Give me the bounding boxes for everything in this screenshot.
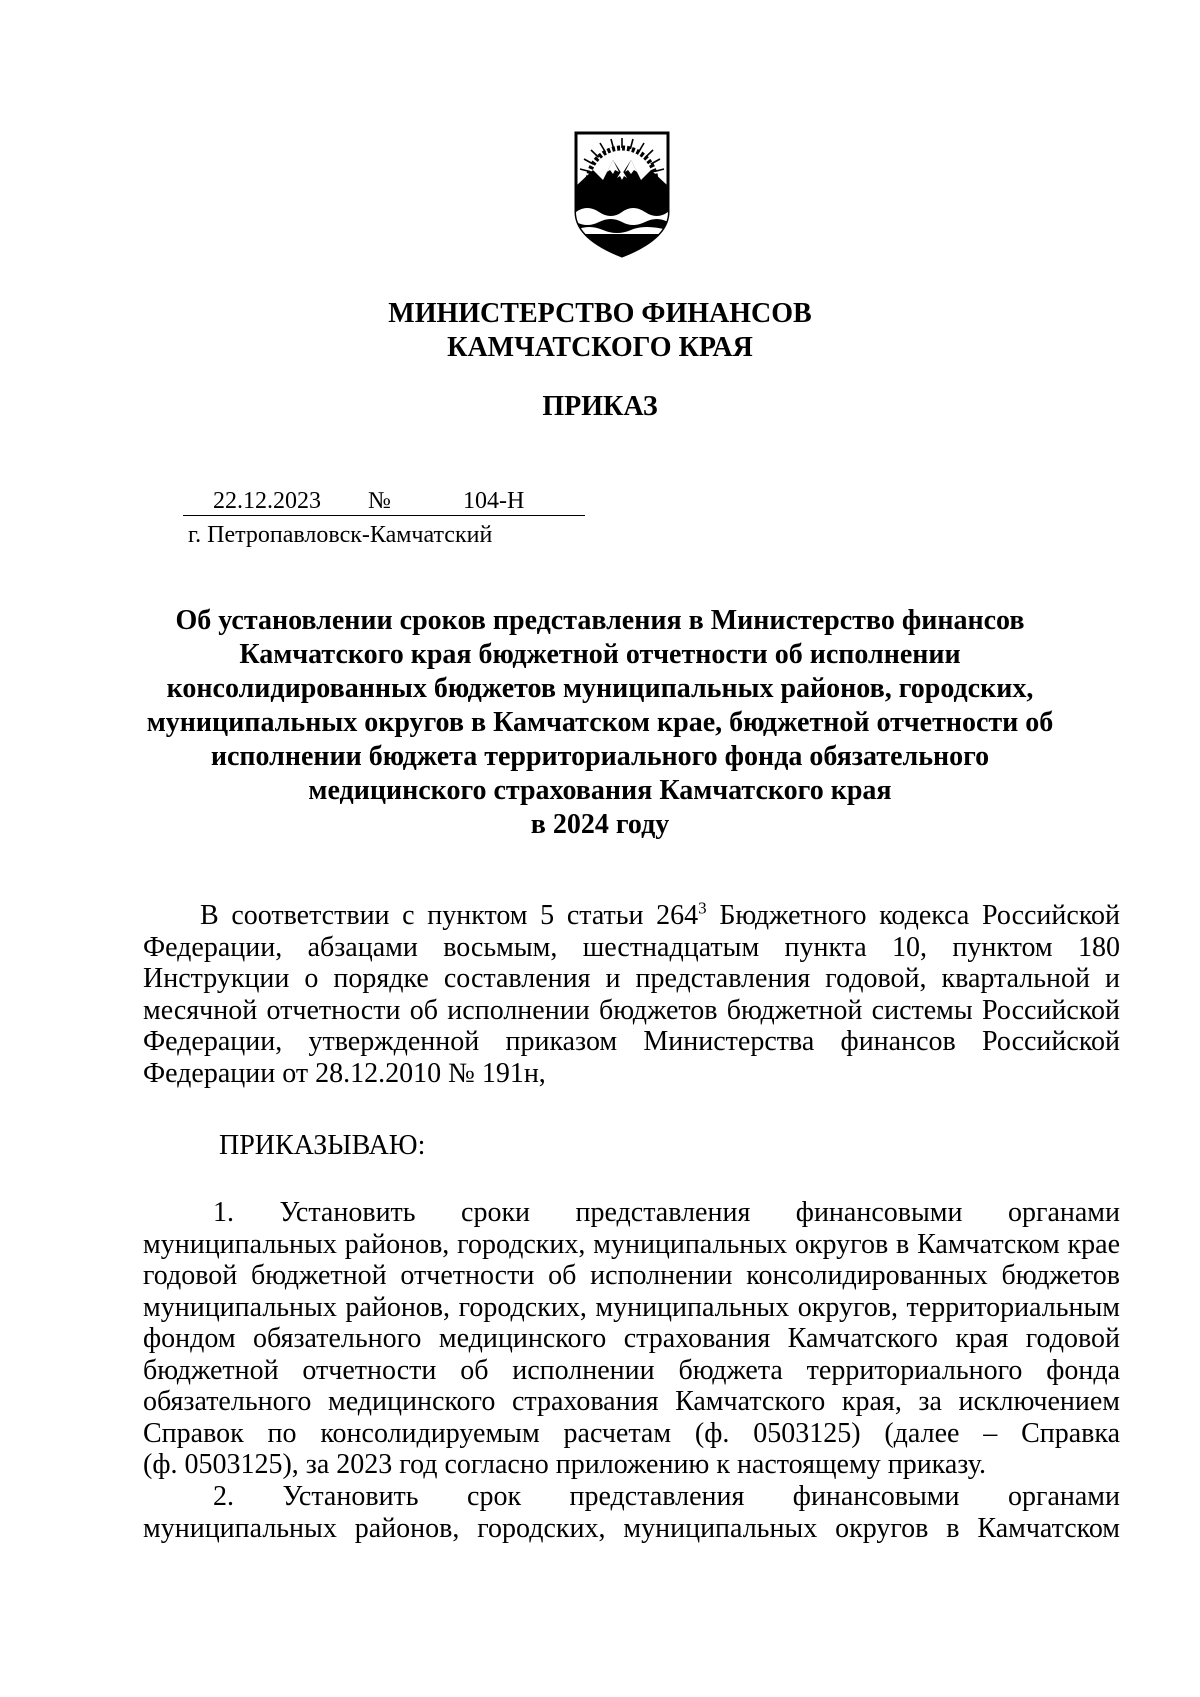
paragraph-line: Федерации, утвержденной приказом Министерства финансов Российской [143,1026,1120,1057]
paragraph-line: 2. Установить срок представления финансовыми органами [213,1481,1120,1512]
paragraph-line: муниципальных районов, городских, муниципальных округов в Камчатском крае [143,1228,1120,1260]
heading-line: Об установлении сроков представления в Министерство финансов [175,605,1025,636]
order-item-2 [143,1481,1120,1544]
paragraph-line: Федерации, абзацами восьмым, шестнадцатым пункта 10, пунктом 180 [143,931,1120,963]
paragraph-line: Справок по консолидируемым расчетам (ф. 0503125) (далее – Справка [143,1417,1120,1449]
paragraph-line: месячной отчетности об исполнении бюджетов бюджетной системы Российской [143,994,1120,1026]
paragraph-line: годовой бюджетной отчетности об исполнении консолидированных бюджетов [143,1260,1120,1291]
order-requisites [183,486,585,518]
order-verb: ПРИКАЗЫВАЮ: [219,1130,426,1161]
city-name: г. Петропавловск-Камчатский [188,522,493,548]
kamchatka-coat-of-arms-icon [573,130,671,260]
preamble-text: В соответствии с пунктом 5 статьи 264 [200,900,699,931]
paragraph-line: Федерации от 28.12.2010 № 191н, [143,1057,546,1089]
paragraph-line [143,900,1120,932]
number-sign: № [368,488,391,514]
paragraph-line: 1. Установить сроки представления финансовыми органами [213,1197,1120,1228]
requisites-underline [183,515,585,516]
superscript: 3 [698,900,707,918]
preamble-text: Бюджетного кодекса Российской [706,900,1120,931]
heading-line: медицинского страхования Камчатского края [308,775,892,806]
order-heading [140,604,1060,842]
paragraph-line: обязательного медицинского страхования Камчатского края, за исключением [143,1386,1120,1417]
paragraph-line: Инструкции о порядке составления и представления годовой, квартальной и [143,963,1120,994]
order-number: 104-Н [463,488,525,514]
heading-line: в 2024 году [530,809,670,840]
paragraph-line: бюджетной отчетности об исполнении бюджета территориального фонда [143,1354,1120,1386]
heading-line: Камчатского края бюджетной отчетности об исполнении [239,639,961,670]
order-title: ПРИКАЗ [542,391,658,422]
paragraph-line: (ф. 0503125), за 2023 год согласно приложению к настоящему приказу. [143,1449,986,1480]
heading-line: муниципальных округов в Камчатском крае, бюджетной отчетности об [146,707,1054,738]
paragraph-line: муниципальных районов, городских, муниципальных округов в Камчатском [143,1512,1120,1544]
order-date: 22.12.2023 [213,488,321,514]
preamble-paragraph [143,900,1120,1089]
paragraph-line: фондом обязательного медицинского страхования Камчатского края годовой [143,1323,1120,1354]
ministry-name-line2: КАМЧАТСКОГО КРАЯ [447,332,753,363]
heading-line: консолидированных бюджетов муниципальных районов, городских, [166,673,1034,704]
ministry-name-line1: МИНИСТЕРСТВО ФИНАНСОВ [388,298,812,329]
heading-line: исполнении бюджета территориального фонда обязательного [210,741,990,772]
paragraph-line: муниципальных районов, городских, муниципальных округов, территориальным [143,1291,1120,1323]
order-item-1 [143,1197,1120,1481]
